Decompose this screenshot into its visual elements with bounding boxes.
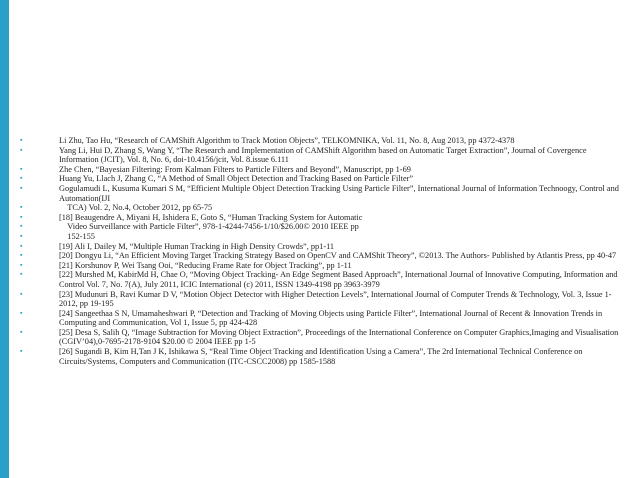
reference-item	[20, 242, 620, 252]
reference-item	[20, 261, 620, 271]
square-bullet-icon: ▪	[20, 183, 23, 192]
reference-item	[20, 270, 620, 289]
reference-item	[20, 213, 620, 223]
reference-item	[20, 251, 620, 261]
reference-text: Gogulamudi L, Kusuma Kumari S M, “Efficient Multiple Object Detection Tracking Using Particle Filter”, International Journal of Information Technoogy, Control and Automation(IJI	[59, 183, 621, 203]
square-bullet-icon: ▪	[20, 308, 23, 317]
square-bullet-icon: ▪	[20, 270, 23, 279]
reference-text: [24] Sangeethaa S N, Umamaheshwari P, “Detection and Tracking of Moving Objects using Particle Filter”, International Journal of Recent & Innovation Trends in Computing and Communication, Vol 1, Issue 5, pp 424-428	[59, 308, 605, 328]
reference-item	[20, 232, 620, 242]
reference-text: TCA) Vol. 2, No.4, October 2012, pp 65-75	[59, 203, 213, 213]
reference-text: [19] Ali I, Dailey M, “Multiple Human Tracking in High Density Crowds”, pp1-11	[59, 241, 335, 251]
square-bullet-icon: ▪	[20, 222, 23, 231]
reference-text: Huang Yu, Llach J, Zhang C, “A Method of Small Object Detection and Tracking Based on Particle Filter”	[59, 174, 414, 184]
reference-text: Yang Li, Hui D, Zhang S, Wang Y, “The Research and Implementation of CAMShift Algorithm based on Automatic Target Extraction”, Journal of Covergence Information (JCIT), Vol. 8, No. 6, doi-10.4156/jcit, Vol. 8.issue 6.111	[59, 145, 589, 165]
reference-text: [21] Korshunov P, Wei Tsang Ooi, “Reducing Frame Rate for Object Tracking”, pp 1-11	[59, 260, 352, 270]
square-bullet-icon: ▪	[20, 347, 23, 356]
reference-text: Video Surveillance with Particle Filter”, 978-1-4244-7456-1/10/$26.00© 2010 IEEE pp	[59, 222, 359, 232]
square-bullet-icon: ▪	[20, 164, 23, 173]
reference-text: [20] Dongyu Li, “An Efficient Moving Target Tracking Strategy Based on OpenCV and CAMShit Theory”, ©2013. The Authors- Published by Atlantis Press, pp 40-47	[59, 251, 617, 261]
square-bullet-icon: ▪	[20, 174, 23, 183]
reference-item	[20, 165, 620, 175]
reference-item	[20, 203, 620, 213]
reference-item	[20, 309, 620, 328]
reference-item	[20, 328, 620, 347]
reference-item	[20, 184, 620, 203]
reference-text: 152-155	[59, 231, 95, 241]
square-bullet-icon: ▪	[20, 251, 23, 260]
reference-text: Zhe Chen, “Bayesian Filtering: From Kalman Filters to Particle Filters and Beyond”, Manuscript, pp 1-69	[59, 164, 411, 174]
square-bullet-icon: ▪	[20, 289, 23, 298]
square-bullet-icon: ▪	[20, 241, 23, 250]
reference-item	[20, 174, 620, 184]
reference-text: Li Zhu, Tao Hu, “Research of CAMShift Algorithm to Track Motion Objects”, TELKOMNIKA, Vol. 11, No. 8, Aug 2013, pp 4372-4378	[59, 136, 515, 145]
square-bullet-icon: ▪	[20, 203, 23, 212]
square-bullet-icon: ▪	[20, 145, 23, 154]
reference-text: [23] Mudunuri B, Ravi Kumar D V, “Motion Object Detector with Higher Detection Levels”, International Journal of Computer Trends & Technology, Vol. 3, Issue 1-2012, pp 19-195	[59, 289, 612, 309]
reference-item	[20, 222, 620, 232]
reference-item	[20, 290, 620, 309]
reference-text: [26] Sugandi B, Kim H,Tan J K, Ishikawa S, “Real Time Object Tracking and Identification Using a Camera”, The 2rd International Technical Conference on Circuits/Systems, Computers and Communication (ITC-CSCC2008) pp 1585-1588	[59, 347, 585, 366]
reference-item	[20, 347, 620, 366]
square-bullet-icon: ▪	[20, 136, 23, 144]
square-bullet-icon: ▪	[20, 212, 23, 221]
square-bullet-icon: ▪	[20, 231, 23, 240]
square-bullet-icon: ▪	[20, 260, 23, 269]
reference-text: [18] Beaugendre A, Miyani H, Ishidera E, Goto S, “Human Tracking System for Automatic	[59, 212, 363, 222]
reference-item	[20, 136, 620, 146]
square-bullet-icon: ▪	[20, 327, 23, 336]
reference-text: [25] Desa S, Salih Q, “Image Subtraction for Moving Object Extraction”, Proceedings of the International Conference on Computer Graphics,Imaging and Visualisation (CGIV’04),0-7695-2178-9104 $20.00 © 2004 IEEE pp 1-5	[59, 327, 621, 347]
reference-list	[20, 136, 620, 366]
reference-text: [22] Murshed M, KabirMd H, Chae O, “Moving Object Tracking- An Edge Segment Based Approach”, International Journal of Innovative Computing, Information and Control Vol. 7, No. 7(A), July 2011, ICIC International (c) 2011, ISSN 1349-4198 pp 3963-3979	[59, 270, 620, 289]
reference-item	[20, 146, 620, 165]
accent-bar	[0, 0, 9, 478]
